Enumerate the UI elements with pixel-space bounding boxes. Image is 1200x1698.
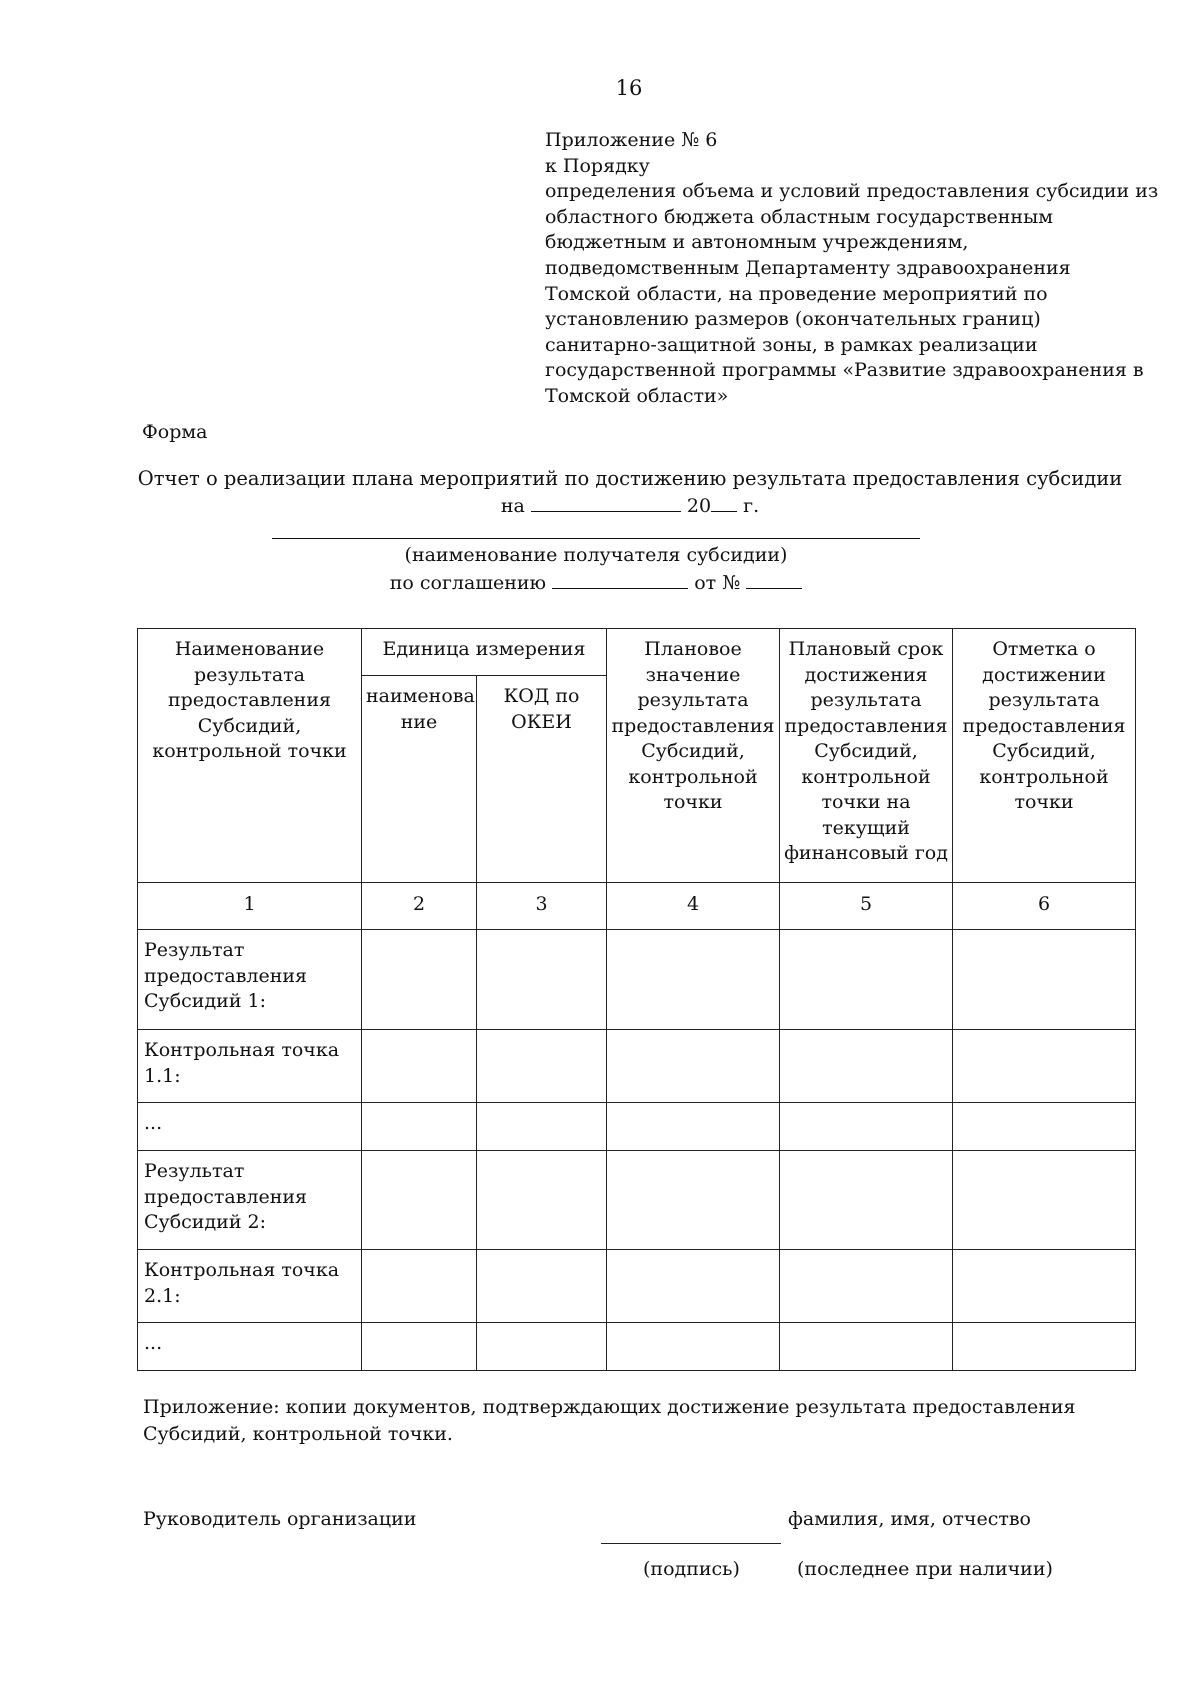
header-planned-deadline: Плановый срок достижения результата предоставления Субсидий, контрольной точки на текущий финансовый год: [780, 629, 953, 883]
table-cell[interactable]: [477, 930, 607, 1030]
table-row: [138, 1250, 1136, 1323]
appendix-line: санитарно-защитной зоны, в рамках реализации: [545, 333, 1038, 356]
header-unit-group: Единица измерения: [362, 629, 607, 676]
table-cell[interactable]: [953, 1323, 1136, 1371]
table-cell[interactable]: [362, 1151, 477, 1250]
signature-caption: (подпись): [643, 1558, 740, 1580]
table-row: [138, 1030, 1136, 1103]
appendix-line: Томской области»: [545, 384, 729, 407]
header-unit-name: наименова ние: [362, 676, 477, 883]
table-cell[interactable]: [780, 930, 953, 1030]
appendix-line: государственной программы «Развитие здравоохранения в: [545, 359, 1144, 382]
table-cell[interactable]: [362, 1250, 477, 1323]
appendix-line: подведомственным Департаменту здравоохранения: [545, 256, 1071, 279]
agreement-prefix: по соглашению: [389, 572, 547, 594]
table-cell[interactable]: [953, 1030, 1136, 1103]
row-label: Результат предоставления Субсидий 1:: [138, 930, 362, 1030]
signature-line[interactable]: [601, 1543, 781, 1544]
table-cell[interactable]: [607, 1323, 780, 1371]
table-cell[interactable]: [362, 1103, 477, 1151]
appendix-line: определения объема и условий предоставления субсидии из: [545, 180, 1159, 203]
table-cell[interactable]: [477, 1323, 607, 1371]
header-achievement-mark: Отметка о достижении результата предоставления Субсидий, контрольной точки: [953, 629, 1136, 883]
appendix-line: Приложение № 6: [545, 129, 718, 151]
date-blank[interactable]: [531, 493, 681, 512]
appendix-line: к Порядку: [545, 154, 650, 177]
head-of-organization-label: Руководитель организации: [143, 1508, 417, 1530]
report-date-line: [130, 493, 1130, 517]
row-label: Результат предоставления Субсидий 2:: [138, 1151, 362, 1250]
table-row: [138, 1151, 1136, 1250]
table-row: [138, 1323, 1136, 1371]
table-cell[interactable]: [607, 1030, 780, 1103]
row-label: Контрольная точка 1.1:: [138, 1030, 362, 1103]
column-number: 6: [953, 883, 1136, 930]
table-cell[interactable]: [607, 930, 780, 1030]
table-row: [138, 930, 1136, 1030]
table-cell[interactable]: [607, 1250, 780, 1323]
column-number: 1: [138, 883, 362, 930]
name-caption: (последнее при наличии): [797, 1558, 1053, 1580]
table-row: [138, 1103, 1136, 1151]
table-cell[interactable]: [362, 930, 477, 1030]
table-cell[interactable]: [477, 1250, 607, 1323]
table-cell[interactable]: [477, 1103, 607, 1151]
appendix-line: областного бюджета областным государственным: [545, 205, 1053, 228]
recipient-blank-line[interactable]: [272, 538, 920, 539]
table-cell[interactable]: [780, 1250, 953, 1323]
row-label: ...: [138, 1323, 362, 1371]
table-cell[interactable]: [780, 1151, 953, 1250]
column-number: 2: [362, 883, 477, 930]
agreement-from: от №: [694, 572, 741, 594]
row-label: ...: [138, 1103, 362, 1151]
recipient-caption: (наименование получателя субсидии): [404, 544, 788, 566]
table-cell[interactable]: [780, 1030, 953, 1103]
appendix-header: [545, 128, 1159, 410]
page-number: 16: [615, 76, 643, 100]
table-cell[interactable]: [780, 1103, 953, 1151]
column-number: 5: [780, 883, 953, 930]
column-number: 4: [607, 883, 780, 930]
table-cell[interactable]: [607, 1103, 780, 1151]
table-cell[interactable]: [362, 1030, 477, 1103]
agreement-number-blank[interactable]: [746, 570, 802, 589]
column-number: 3: [477, 883, 607, 930]
table-cell[interactable]: [477, 1030, 607, 1103]
table-cell[interactable]: [780, 1323, 953, 1371]
year-blank[interactable]: [711, 493, 737, 512]
table-cell[interactable]: [953, 1250, 1136, 1323]
agreement-line: [272, 570, 920, 594]
table-cell[interactable]: [362, 1323, 477, 1371]
full-name-label: фамилия, имя, отчество: [788, 1508, 1031, 1530]
header-unit-code: КОД по ОКЕИ: [477, 676, 607, 883]
report-title: Отчет о реализации плана мероприятий по достижению результата предоставления субсидии: [137, 467, 1123, 490]
date-year: 20: [686, 495, 712, 517]
table-cell[interactable]: [607, 1151, 780, 1250]
table-cell[interactable]: [953, 1103, 1136, 1151]
header-planned-value: Плановое значение результата предоставления Субсидий, контрольной точки: [607, 629, 780, 883]
form-label: Форма: [142, 421, 208, 443]
agreement-blank[interactable]: [552, 570, 688, 589]
appendix-line: установлению размеров (окончательных границ): [545, 308, 1041, 331]
table-cell[interactable]: [953, 930, 1136, 1030]
date-prefix: на: [500, 495, 525, 517]
table-cell[interactable]: [953, 1151, 1136, 1250]
report-table: [137, 628, 1136, 1371]
attachment-note: Приложение: копии документов, подтверждающих достижение результата предоставления Субсидий, контрольной точки.: [143, 1396, 1076, 1445]
appendix-line: Томской области, на проведение мероприятий по: [545, 282, 1048, 305]
header-result-name: Наименование результата предоставления Субсидий, контрольной точки: [138, 629, 362, 883]
appendix-line: бюджетным и автономным учреждениям,: [545, 231, 969, 254]
table-cell[interactable]: [477, 1151, 607, 1250]
date-suffix: г.: [743, 495, 760, 517]
row-label: Контрольная точка 2.1:: [138, 1250, 362, 1323]
